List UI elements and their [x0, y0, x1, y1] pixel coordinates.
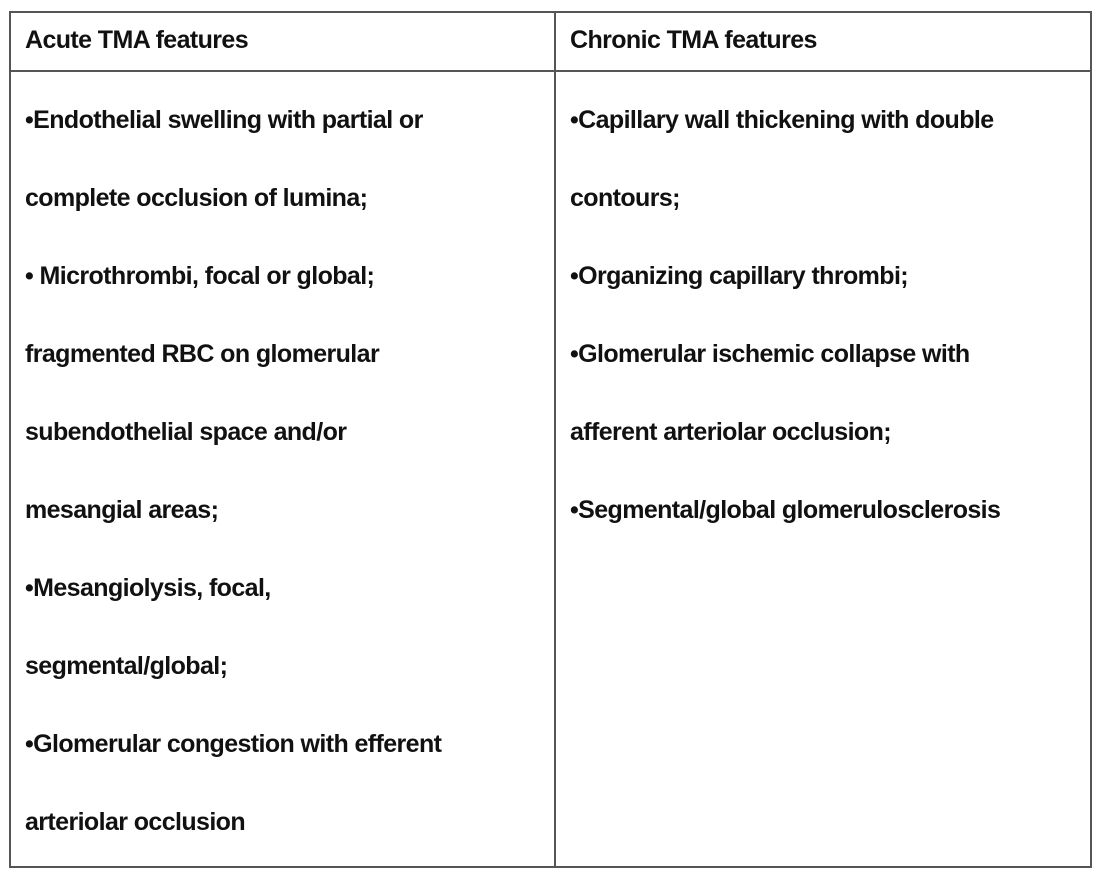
chronic-header-cell: [556, 13, 1090, 72]
chronic-header-text: Chronic TMA features: [570, 26, 817, 54]
acute-header-text: Acute TMA features: [25, 26, 249, 54]
acute-features-cell: [11, 72, 556, 866]
acute-feature-line: arteriolar occlusion: [25, 808, 246, 836]
acute-feature-line: •Endothelial swelling with partial or: [25, 106, 423, 134]
chronic-features-cell: [556, 72, 1090, 866]
acute-feature-line: • Microthrombi, focal or global;: [25, 262, 375, 290]
tma-features-table: [9, 11, 1092, 868]
acute-feature-line: fragmented RBC on glomerular: [25, 340, 380, 368]
chronic-feature-line: •Segmental/global glomerulosclerosis: [570, 496, 1001, 524]
acute-header-cell: [11, 13, 556, 72]
chronic-feature-line: contours;: [570, 184, 680, 212]
acute-feature-line: •Mesangiolysis, focal,: [25, 574, 271, 602]
acute-feature-line: segmental/global;: [25, 652, 228, 680]
acute-feature-line: complete occlusion of lumina;: [25, 184, 368, 212]
acute-feature-line: subendothelial space and/or: [25, 418, 347, 446]
acute-feature-line: •Glomerular congestion with efferent: [25, 730, 442, 758]
acute-feature-line: mesangial areas;: [25, 496, 219, 524]
chronic-feature-line: •Glomerular ischemic collapse with: [570, 340, 970, 368]
acute-features-list: [25, 102, 554, 866]
chronic-feature-line: •Capillary wall thickening with double: [570, 106, 994, 134]
chronic-features-list: [570, 102, 1090, 570]
chronic-feature-line: afferent arteriolar occlusion;: [570, 418, 891, 446]
chronic-feature-line: •Organizing capillary thrombi;: [570, 262, 909, 290]
